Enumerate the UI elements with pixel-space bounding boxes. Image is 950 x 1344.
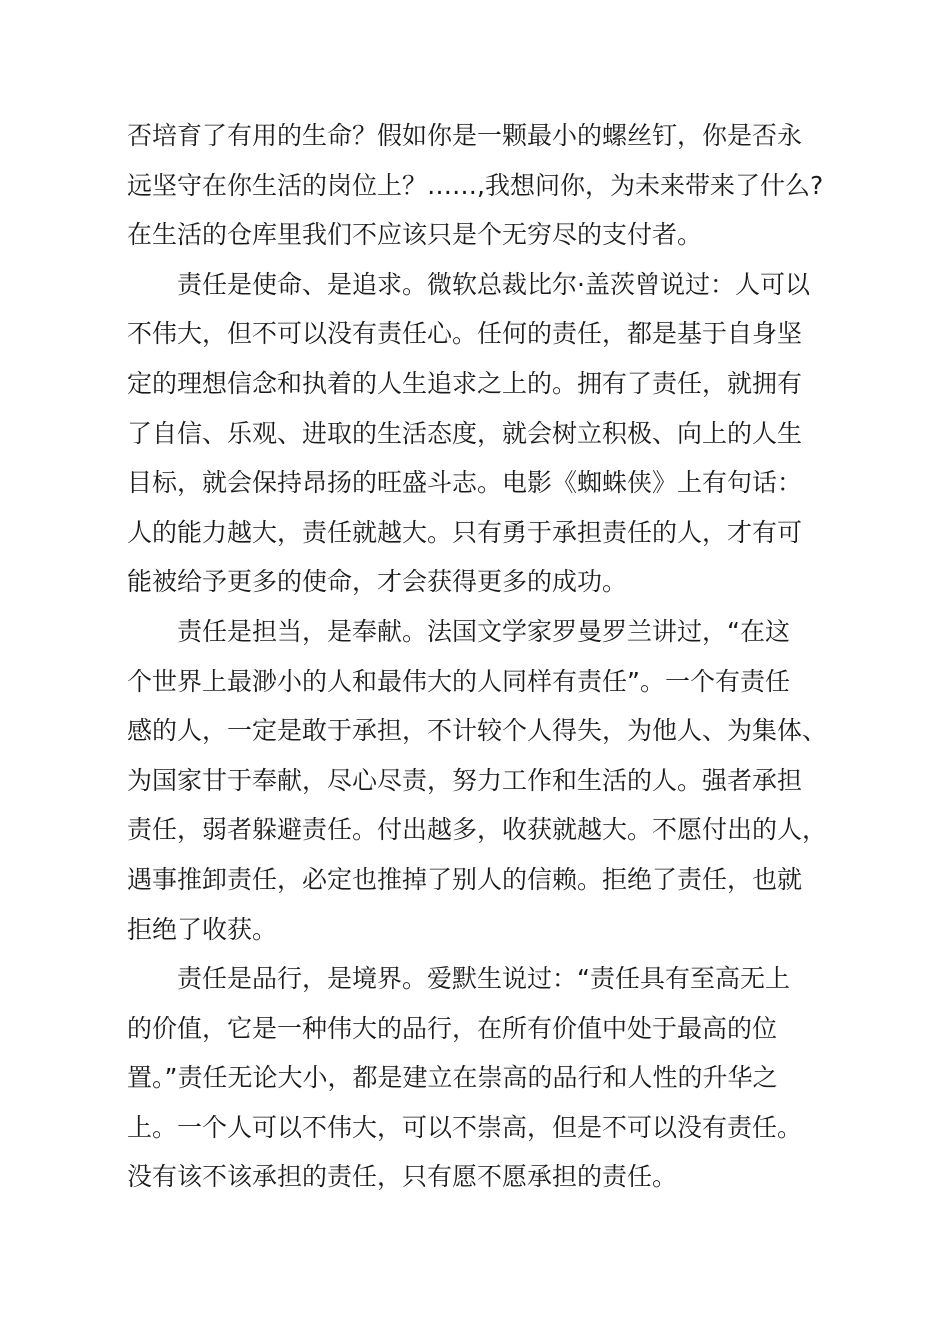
- text-line: 拒绝了收获。: [127, 914, 278, 944]
- text-line: 感的人，一定是敢于承担，不计较个人得失，为他人、为集体、: [127, 716, 828, 746]
- paragraph-start-line: 责任是担当，是奉献。法国文学家罗曼罗兰讲过，“在这: [177, 616, 790, 646]
- text-line: 否培育了有用的生命？假如你是一颗最小的螺丝钉，你是否永: [127, 121, 803, 150]
- text-line: 能被给予更多的使命，才会获得更多的成功。: [127, 567, 628, 597]
- body-text: [127, 111, 832, 1202]
- text-line: 了自信、乐观、进取的生活态度，就会树立积极、向上的人生: [127, 418, 803, 448]
- paragraph-start-line: 责任是使命、是追求。微软总裁比尔·盖茨曾说过：人可以: [177, 269, 810, 299]
- text-line: 上。一个人可以不伟大，可以不崇高，但是不可以没有责任。: [127, 1112, 803, 1142]
- text-line: 远坚守在你生活的岗位上？……,我想问你，为未来带来了什么?: [127, 170, 824, 200]
- text-line: 的价值，它是一种伟大的品行，在所有价值中处于最高的位: [127, 1013, 778, 1043]
- text-line: 不伟大，但不可以没有责任心。任何的责任，都是基于自身坚: [127, 319, 803, 349]
- paragraph-start-line: 责任是品行，是境界。爱默生说过：“责任具有至高无上: [177, 964, 790, 994]
- text-line: 在生活的仓库里我们不应该只是个无穷尽的支付者。: [127, 220, 703, 250]
- text-line: 没有该不该承担的责任，只有愿不愿承担的责任。: [127, 1162, 678, 1192]
- text-line: 置。”责任无论大小，都是建立在崇高的品行和人性的升华之: [127, 1063, 778, 1093]
- text-line: 目标，就会保持昂扬的旺盛斗志。电影《蜘蛛侠》上有句话：: [127, 468, 803, 498]
- text-line: 为国家甘于奉献，尽心尽责，努力工作和生活的人。强者承担: [127, 765, 803, 795]
- text-line: 遇事推卸责任，必定也推掉了别人的信赖。拒绝了责任，也就: [127, 864, 803, 894]
- text-line: 定的理想信念和执着的人生追求之上的。拥有了责任，就拥有: [127, 368, 803, 398]
- text-line: 人的能力越大，责任就越大。只有勇于承担责任的人，才有可: [127, 517, 803, 547]
- text-line: 个世界上最渺小的人和最伟大的人同样有责任”。一个有责任: [127, 666, 790, 696]
- text-line: 责任，弱者躲避责任。付出越多，收获就越大。不愿付出的人，: [127, 815, 828, 845]
